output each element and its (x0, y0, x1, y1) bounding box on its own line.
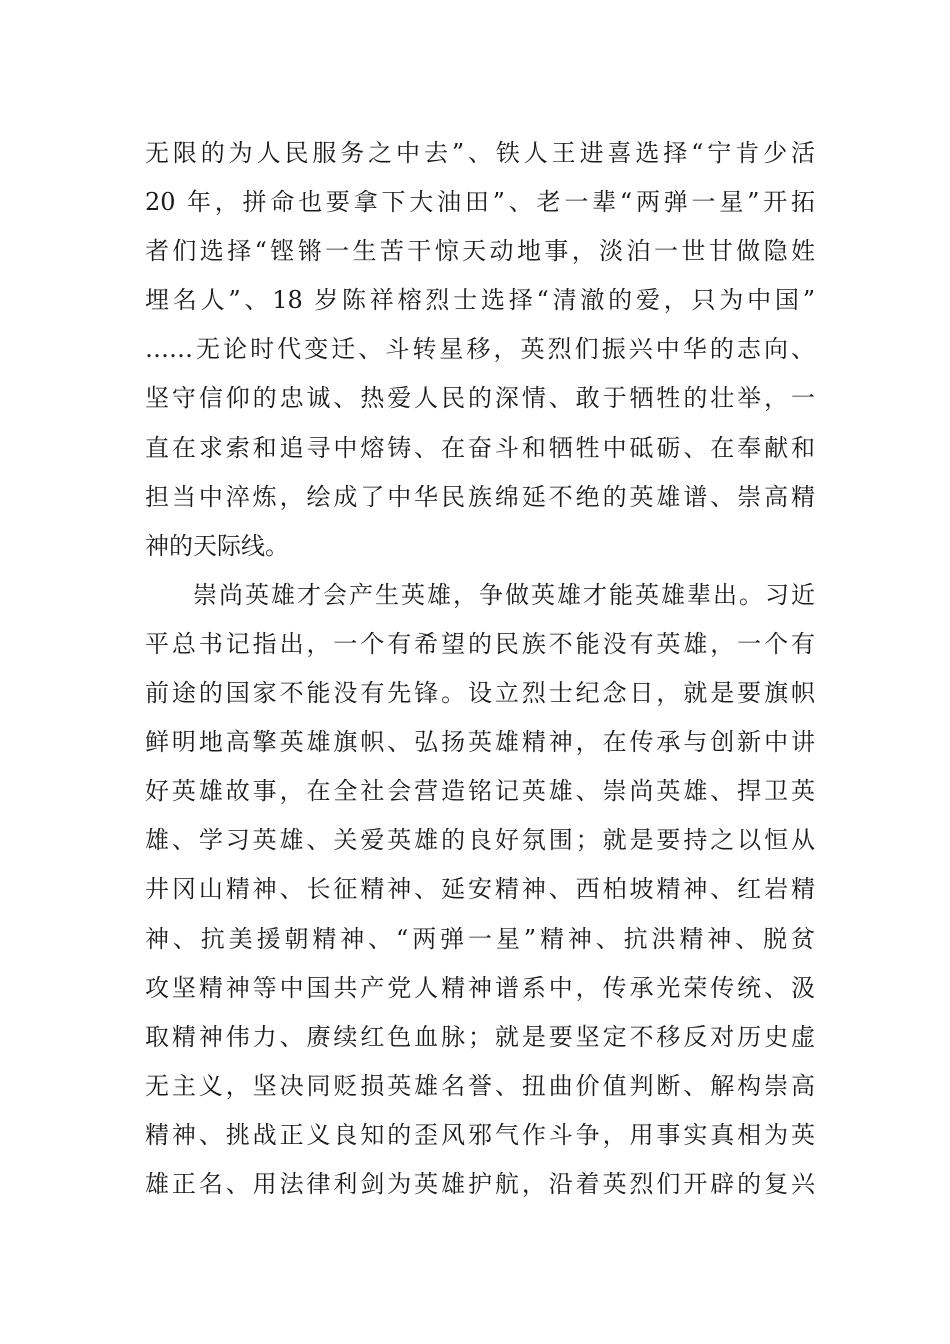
text-line: 取精神伟力、赓续红色血脉；就是要坚定不移反对历史虚 (145, 1022, 815, 1051)
text-line: 好英雄故事，在全社会营造铭记英雄、崇尚英雄、捍卫英 (145, 777, 815, 806)
text-line: 担当中淬炼，绘成了中华民族绵延不绝的英雄谱、崇高精 (145, 482, 815, 511)
text-line: 鲜明地高擎英雄旗帜、弘扬英雄精神，在传承与创新中讲 (145, 728, 815, 757)
text-line: 者们选择“铿锵一生苦干惊天动地事，淡泊一世甘做隐姓 (145, 237, 815, 266)
paragraph-1 (145, 129, 815, 571)
text-line: 坚守信仰的忠诚、热爱人民的深情、敢于牺牲的壮举，一 (145, 384, 815, 413)
text-line: 井冈山精神、长征精神、延安精神、西柏坡精神、红岩精 (145, 875, 815, 904)
paragraph-2 (145, 571, 815, 1209)
text-line: 精神、挑战正义良知的歪风邪气作斗争，用事实真相为英 (145, 1120, 815, 1149)
text-line: 20 年，拼命也要拿下大油田”、老一辈“两弹一星”开拓 (145, 188, 815, 217)
text-line: ……无论时代变迁、斗转星移，英烈们振兴中华的志向、 (145, 335, 815, 364)
text-line: 平总书记指出，一个有希望的民族不能没有英雄，一个有 (145, 629, 815, 658)
text-line: 雄、学习英雄、关爱英雄的良好氛围；就是要持之以恒从 (145, 826, 815, 855)
text-line: 无限的为人民服务之中去”、铁人王进喜选择“宁肯少活 (145, 139, 815, 167)
text-line: 雄正名、用法律利剑为英雄护航，沿着英烈们开辟的复兴 (145, 1169, 815, 1198)
text-line: 神的天际线。 (145, 531, 289, 560)
text-line: 直在求索和追寻中熔铸、在奋斗和牺牲中砥砺、在奉献和 (145, 433, 815, 462)
text-line: 崇尚英雄才会产生英雄，争做英雄才能英雄辈出。习近 (193, 580, 815, 609)
text-line: 攻坚精神等中国共产党人精神谱系中，传承光荣传统、汲 (145, 973, 815, 1002)
text-line: 无主义，坚决同贬损英雄名誉、扭曲价值判断、解构崇高 (145, 1071, 815, 1100)
text-line: 埋名人”、18 岁陈祥榕烈士选择“清澈的爱，只为中国” (145, 286, 815, 315)
body-text (145, 129, 815, 1209)
text-line: 前途的国家不能没有先锋。设立烈士纪念日，就是要旗帜 (145, 679, 815, 708)
text-line: 神、抗美援朝精神、“两弹一星”精神、抗洪精神、脱贫 (145, 924, 815, 953)
